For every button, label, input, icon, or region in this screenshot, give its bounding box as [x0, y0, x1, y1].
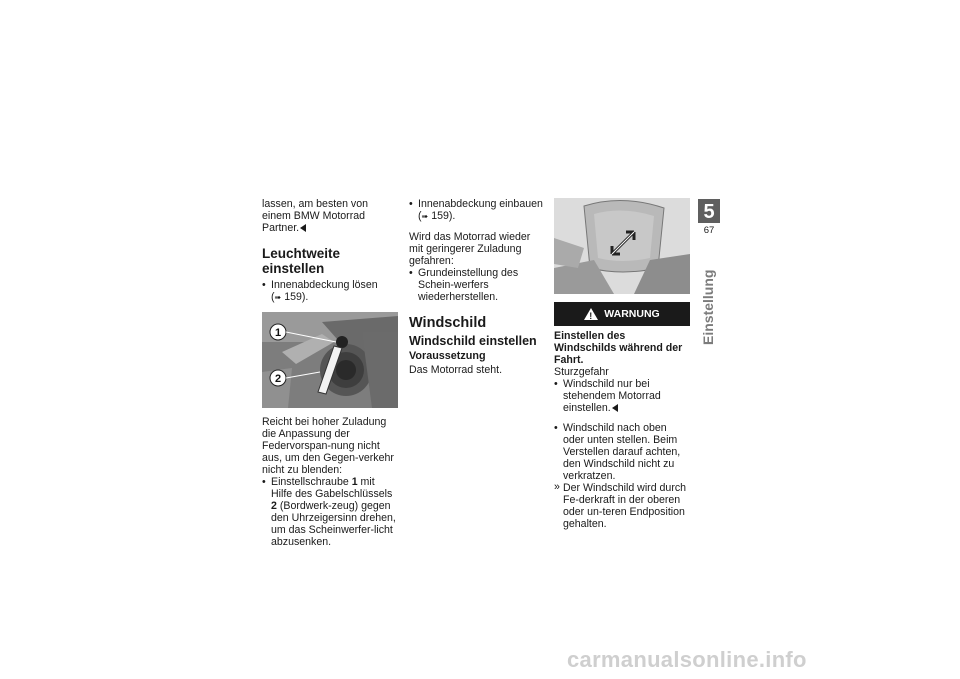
warning-bullet: • Windschild nur bei stehendem Motorrad einstellen. — [554, 378, 690, 414]
headlight-adjust-figure — [262, 312, 398, 408]
load-paragraph: Reicht bei hoher Zuladung die Anpassung der Federvorspan-nung nicht aus, um den Gegen-verkehr nicht zu blenden: — [262, 416, 394, 476]
warning-triangle-icon: ! — [584, 308, 598, 320]
reference-arrow-icon: ➠ — [421, 212, 429, 221]
reference-arrow-icon: ➠ — [274, 293, 282, 302]
watermark: carmanualsonline.info — [567, 647, 807, 672]
column-2 — [409, 198, 543, 376]
heading-windschild: Windschild — [409, 315, 487, 331]
warning-label: WARNUNG — [604, 308, 660, 320]
step-adjust-screw: • Einstellschraube 1 mit Hilfe des Gabelschlüssels 2 (Bordwerk-zeug) gegen den Uhrzeigersinn drehen, um das Scheinwerfer-licht abzusenken. — [262, 476, 398, 548]
callout-2: 2 — [274, 373, 282, 385]
step-remove-cover: • Innenabdeckung lösen (➠ 159). — [262, 279, 398, 304]
end-mark-icon — [300, 224, 306, 232]
warning-subtitle: Sturzgefahr — [554, 366, 609, 378]
column-3 — [554, 198, 690, 530]
windshield-figure — [554, 198, 690, 294]
headlight-adjust-illustration — [262, 312, 398, 408]
step-install-cover: • Innenabdeckung einbauen (➠ 159). — [409, 198, 543, 223]
lower-load-paragraph: Wird das Motorrad wieder mit geringerer Zuladung gefahren: — [409, 231, 531, 267]
result-text: » Der Windschild wird durch Fe-derkraft in der oberen oder un-teren Endposition gehalten. — [554, 482, 690, 530]
warning-heading: Einstellen des Windschilds während der Fahrt. — [554, 330, 683, 366]
heading-leuchtweite: Leuchtweite einstellen — [262, 246, 341, 276]
step-adjust-windshield: • Windschild nach oben oder unten stellen. Beim Verstellen darauf achten, den Windschild nicht zu verkratzen. — [554, 422, 690, 482]
chapter-number: 5 — [703, 201, 715, 223]
windshield-illustration — [554, 198, 690, 294]
column-1 — [262, 198, 398, 548]
intro-text: lassen, am besten von einem BMW Motorrad Partner. — [262, 198, 368, 234]
warning-box — [554, 302, 690, 326]
chapter-title: Einstellung — [700, 269, 716, 345]
end-mark-icon — [612, 404, 618, 412]
condition-text: Das Motorrad steht. — [409, 364, 503, 376]
heading-windschild-einstellen: Windschild einstellen — [409, 334, 537, 348]
callout-1: 1 — [274, 327, 282, 339]
heading-voraussetzung: Voraussetzung — [409, 350, 486, 362]
page-number: 67 — [703, 225, 715, 236]
step-restore-headlight: • Grundeinstellung des Schein-werfers wiederherstellen. — [409, 267, 543, 303]
